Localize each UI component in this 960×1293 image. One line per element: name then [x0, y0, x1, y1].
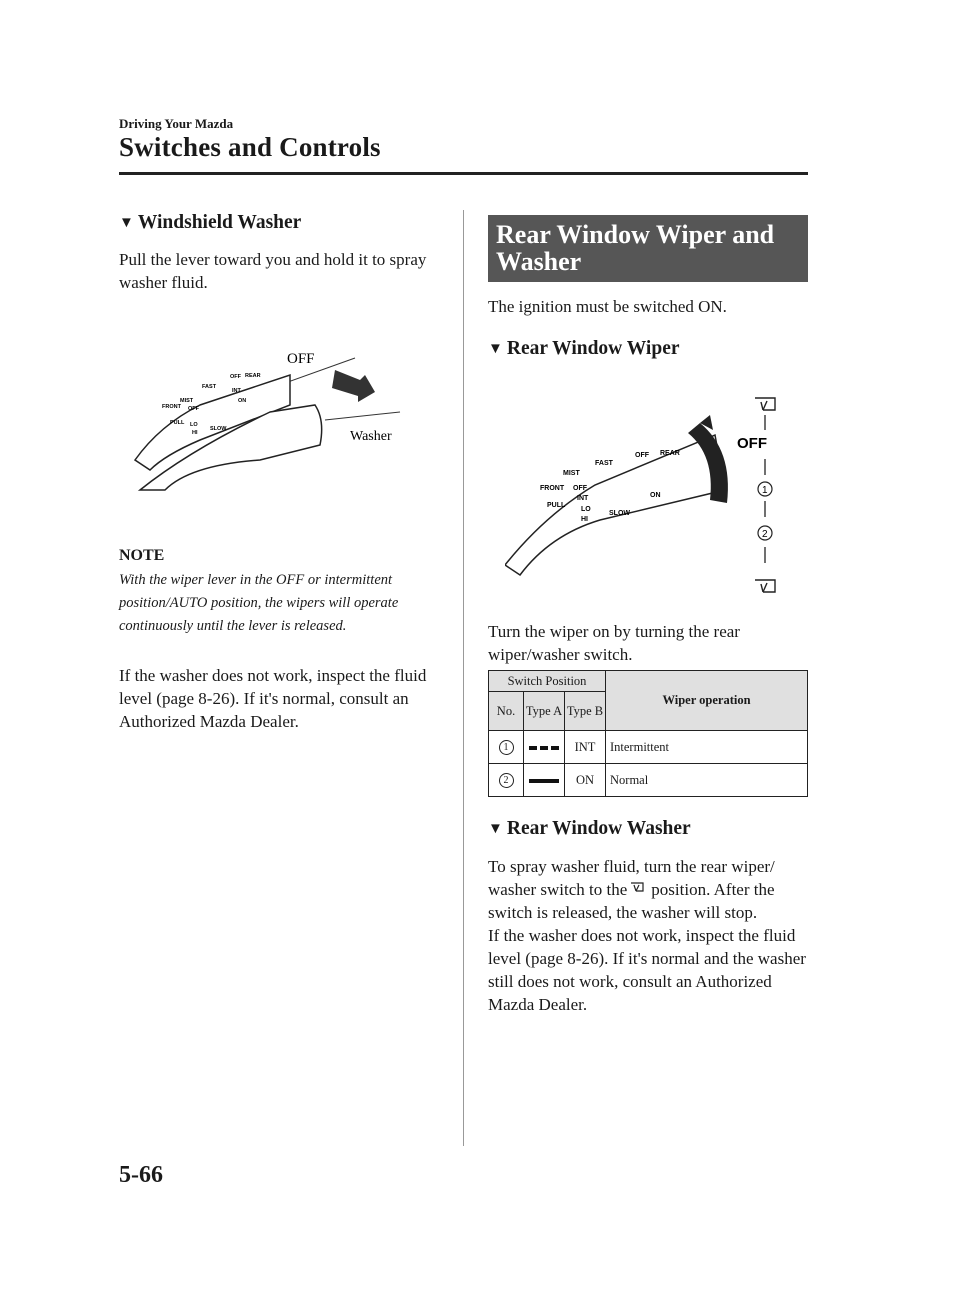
figure-washer-label: Washer: [350, 429, 392, 444]
windshield-washer-instruction: Pull the lever toward you and hold it to spray washer fluid.: [119, 250, 427, 292]
on-symbol-icon: [524, 764, 565, 797]
rear-window-washer-heading: [488, 818, 691, 840]
mark-rear: REAR: [245, 373, 261, 379]
note-text: With the wiper lever in the OFF or intermittent position/AUTO position, the wipers will operate continuously until the lever is released.: [119, 572, 399, 634]
rear-mark-hi: HI: [581, 516, 588, 523]
row-no: [489, 731, 524, 764]
rear-window-wiper-heading-text: Rear Window Wiper: [506, 338, 680, 359]
windshield-washer-heading-text: Windshield Washer: [137, 212, 302, 233]
scale-pos1-label: 1: [762, 485, 768, 496]
rear-mark-on: ON: [650, 492, 661, 499]
col-type-a-header: Type A: [524, 692, 565, 731]
figure-off-label: OFF: [287, 351, 315, 367]
washer-text-part3: If the washer does not work, inspect the fluid level (page 8-26). If it's normal and the washer still does not work, consult an Authorized Mazda Dealer.: [488, 926, 806, 1014]
wiper-operation-header: Wiper operation: [606, 671, 808, 731]
mark-int: INT: [232, 388, 241, 394]
washer-symbol-icon: [629, 882, 645, 896]
mark-lo: LO: [190, 422, 198, 428]
washer-symbol-icon: [755, 398, 775, 410]
wiper-position-table: [488, 670, 808, 797]
row-type-b: ON: [565, 764, 606, 797]
mark-fast: FAST: [202, 384, 217, 390]
rear-mark-int: INT: [577, 495, 589, 502]
note-label: NOTE: [119, 547, 165, 564]
rear-window-intro: The ignition must be switched ON.: [488, 297, 727, 316]
washer-text-part2: position. After the switch is released, the washer will stop.: [488, 880, 775, 922]
circled-number: 1: [499, 740, 514, 755]
mark-hi: HI: [192, 430, 198, 436]
rear-window-washer-text: [488, 855, 810, 1016]
rear-wiper-figure: [505, 395, 805, 605]
mark-off: OFF: [230, 374, 241, 380]
position-scale: [737, 398, 775, 592]
section-triangle-icon: ▼: [488, 341, 503, 357]
rear-window-wiper-heading: [488, 338, 680, 360]
rear-window-washer-heading-text: Rear Window Washer: [506, 818, 691, 839]
column-divider: [463, 210, 464, 1146]
rear-mark-slow: SLOW: [609, 510, 630, 517]
title-rule: [119, 172, 808, 175]
washer-leader-line: [325, 412, 400, 420]
rear-mark-front: FRONT: [540, 485, 565, 492]
rear-mark-fast: FAST: [595, 460, 613, 467]
scale-pos2-label: 2: [762, 529, 768, 540]
scale-off-label: OFF: [737, 435, 767, 452]
mark-on: ON: [238, 398, 247, 404]
mark-front: FRONT: [162, 404, 181, 410]
mark-off-front: OFF: [188, 406, 199, 412]
section-triangle-icon: ▼: [119, 215, 134, 231]
rear-mark-lo: LO: [581, 506, 591, 513]
row-type-b: INT: [565, 731, 606, 764]
circled-number: 2: [499, 773, 514, 788]
washer-symbol-bottom-icon: [755, 580, 775, 592]
rear-mark-off-front: OFF: [573, 485, 587, 492]
pull-arrow-icon: [332, 370, 375, 402]
washer-text-part1: To spray washer fluid, turn the rear wiper/ washer switch to the: [488, 857, 775, 899]
col-no-header: No.: [489, 692, 524, 731]
row-operation: Intermittent: [606, 731, 808, 764]
row-operation: Normal: [606, 764, 808, 797]
rear-mark-rear: REAR: [660, 450, 680, 457]
rear-window-banner: Rear Window Wiper and Washer: [488, 215, 808, 282]
rear-mark-pull: PULL: [547, 502, 566, 509]
windshield-washer-heading: [119, 212, 301, 234]
col-type-b-header: Type B: [565, 692, 606, 731]
rear-wiper-instruction: Turn the wiper on by turning the rear wiper/washer switch.: [488, 622, 740, 664]
section-triangle-icon: ▼: [488, 821, 503, 837]
page-title: Switches and Controls: [119, 132, 381, 162]
windshield-washer-figure: [130, 330, 450, 520]
row-no: [489, 764, 524, 797]
rear-lever-stalk: [505, 435, 725, 575]
int-symbol-icon: [524, 731, 565, 764]
table-row: [489, 731, 808, 764]
windshield-washer-troubleshoot: If the washer does not work, inspect the fluid level (page 8-26). If it's normal, consult an Authorized Mazda Dealer.: [119, 666, 427, 731]
table-row: [489, 764, 808, 797]
mark-mist: MIST: [180, 398, 194, 404]
switch-position-header: Switch Position: [489, 671, 606, 692]
mark-pull: PULL: [170, 420, 185, 426]
rear-mark-off: OFF: [635, 452, 649, 459]
rear-mark-mist: MIST: [563, 470, 580, 477]
section-label: Driving Your Mazda: [119, 116, 234, 131]
mark-slow: SLOW: [210, 426, 227, 432]
page-number: 5-66: [119, 1162, 163, 1188]
